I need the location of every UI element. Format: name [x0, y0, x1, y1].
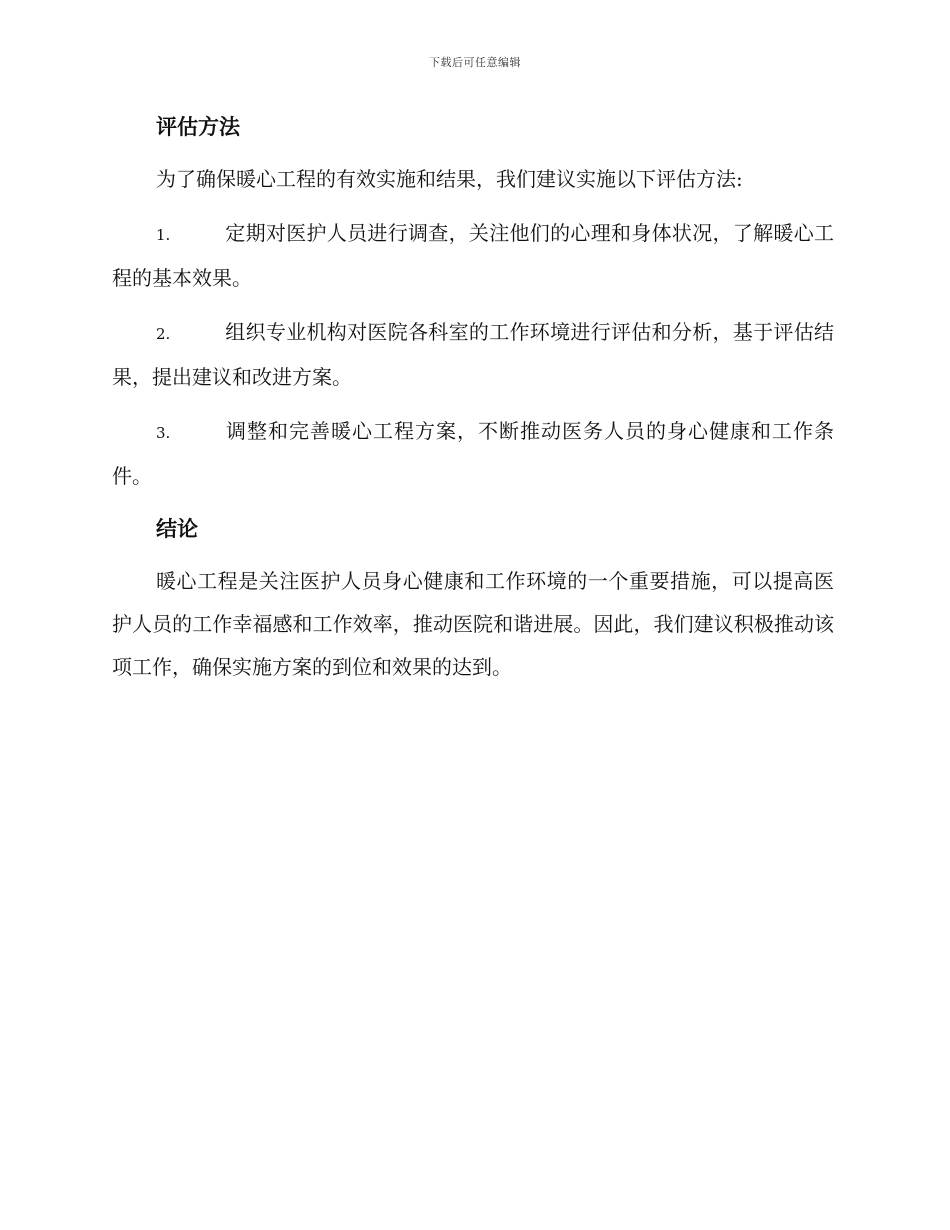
list-item-text: 定期对医护人员进行调查，关注他们的心理和身体状况，了解暖心工程的基本效果。: [112, 221, 834, 290]
list-item-number: 2.: [156, 325, 171, 343]
section-heading-conclusion: 结论: [156, 516, 198, 541]
document-body: [112, 110, 834, 700]
list-item: [112, 311, 834, 399]
list-item: [112, 410, 834, 498]
list-item-text: 组织专业机构对医院各科室的工作环境进行评估和分析，基于评估结果，提出建议和改进方案。: [112, 320, 834, 389]
list-item-text: 调整和完善暖心工程方案，不断推动医务人员的身心健康和工作条件。: [112, 419, 834, 488]
list-item-number: 3.: [156, 424, 171, 442]
evaluation-intro: 为了确保暖心工程的有效实施和结果，我们建议实施以下评估方法:: [156, 167, 743, 191]
section-heading-evaluation: 评估方法: [156, 114, 240, 139]
list-item: [112, 212, 834, 300]
list-item-number: 1.: [156, 226, 171, 244]
conclusion-text: 暖心工程是关注医护人员身心健康和工作环境的一个重要措施，可以提高医护人员的工作幸福感和工作效率，推动医院和谐进展。因此，我们建议积极推动该项工作，确保实施方案的到位和效果的达到。: [112, 569, 834, 679]
page-header: 下载后可任意编辑: [429, 56, 521, 69]
